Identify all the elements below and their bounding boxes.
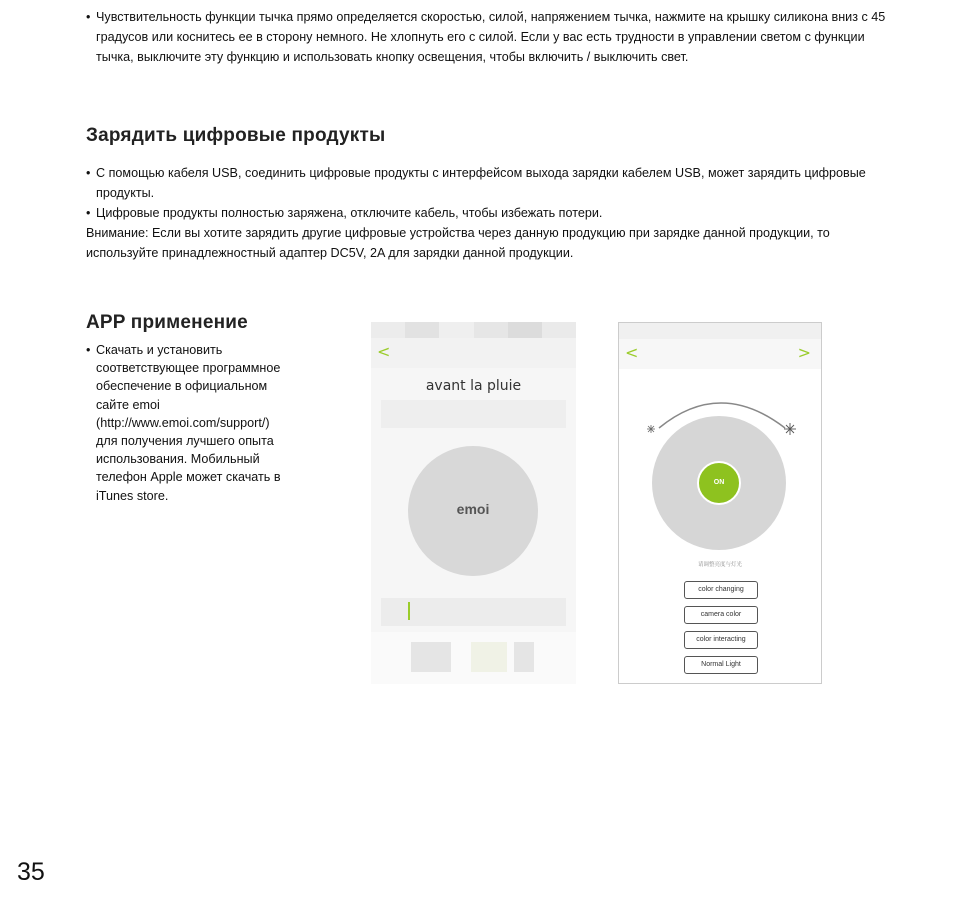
tab-item[interactable] <box>514 642 534 672</box>
tab-item[interactable] <box>411 642 451 672</box>
page-number: 35 <box>17 858 45 886</box>
app-bullet <box>86 341 286 505</box>
back-arrow-icon[interactable]: < <box>625 343 639 362</box>
bullet-dot: • <box>86 343 91 357</box>
blurred-field <box>381 400 566 428</box>
color-changing-button[interactable]: color changing <box>684 581 758 599</box>
device-name: avant la pluie <box>425 378 522 394</box>
bottom-tab-bar <box>371 632 576 684</box>
app-bullet-text: Скачать и установить соответствующее программное обеспечение в официальном сайте emoi (http://www.emoi.com/support/) для получения лучшего опыта использования. Мобильный телефон Apple может скачать в iTunes store. <box>96 343 281 503</box>
status-bar <box>371 322 576 338</box>
intro-bullet <box>86 7 886 67</box>
tab-item[interactable] <box>471 642 507 672</box>
nav-bar <box>371 338 576 368</box>
charging-bullet-2-text: Цифровые продукты полностью заряжена, отключите кабель, чтобы избежать потери. <box>96 206 603 220</box>
charging-bullet-1-text: С помощью кабеля USB, соединить цифровые продукты с интерфейсом выхода зарядки кабелем USB, может зарядить цифровые продукты. <box>96 166 866 200</box>
bullet-dot: • <box>86 166 91 180</box>
bullet-dot: • <box>86 206 91 220</box>
phone-screenshot-light-control <box>618 322 822 684</box>
charging-note: Внимание: Если вы хотите зарядить другие цифровые устройства через данную продукцию при зарядке данной продукции, то используйте принадлежностный адаптер DC5V, 2A для зарядки данной продукции. <box>86 226 830 260</box>
intro-bullet-text: Чувствительность функции тычка прямо определяется скоростью, силой, напряжением тычка, нажмите на крышку силикона вниз с 45 градусов или коснитесь ее в сторону немного. Не хлопнуть его с силой. Если у вас есть трудности в управлении светом с функции тычка, выключите эту функцию и использовать кнопку освещения, чтобы включить / выключить свет. <box>96 10 886 64</box>
color-interacting-button[interactable]: color interacting <box>684 631 758 649</box>
bullet-dot: • <box>86 10 91 24</box>
back-arrow-icon[interactable]: < <box>377 342 391 361</box>
brightness-low-icon <box>647 425 655 433</box>
brand-logo: emoi <box>456 501 490 517</box>
light-control-circle <box>652 416 786 550</box>
camera-color-button[interactable]: camera color <box>684 606 758 624</box>
nav-bar <box>619 339 821 369</box>
phone-screenshot-device <box>371 322 576 684</box>
brightness-high-icon <box>784 423 796 435</box>
forward-arrow-icon[interactable]: > <box>797 343 811 362</box>
text-cursor <box>408 602 410 620</box>
charging-bullet-2 <box>86 203 886 223</box>
normal-light-button[interactable]: Normal Light <box>684 656 758 674</box>
charging-heading: Зарядить цифровые продукты <box>86 125 386 146</box>
status-bar <box>619 323 821 339</box>
hint-text: 请调整亮度与灯光 <box>697 562 742 568</box>
device-circle[interactable] <box>408 446 538 576</box>
power-on-button[interactable]: ON <box>697 461 741 505</box>
text-input[interactable] <box>381 598 566 626</box>
app-heading: APP применение <box>86 312 248 333</box>
charging-bullet-1 <box>86 163 886 203</box>
